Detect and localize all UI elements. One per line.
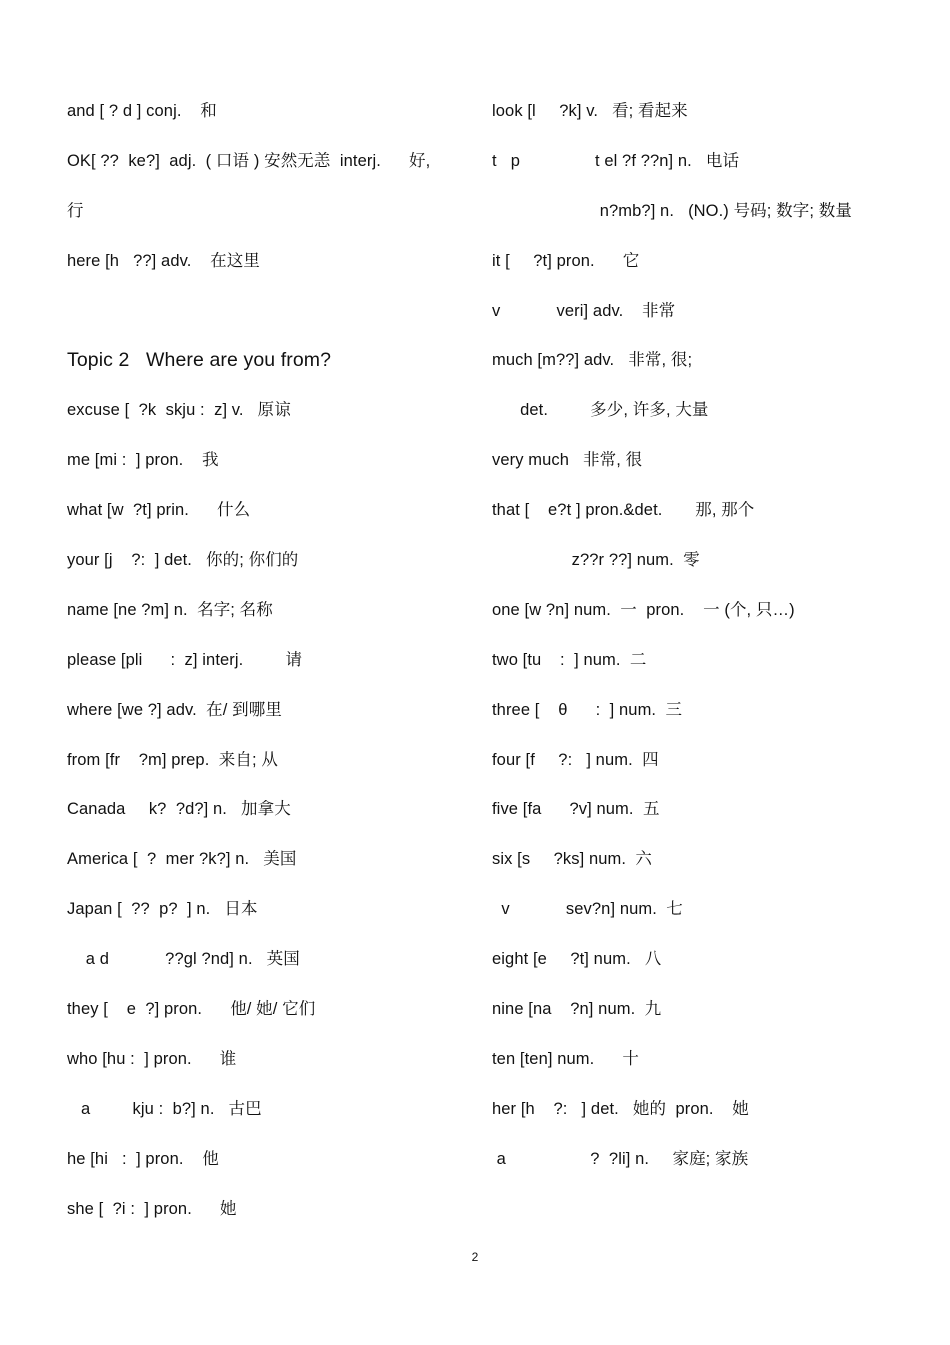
vocab-entry: where [we ?] adv. 在/ 到哪里	[67, 700, 282, 719]
vocab-entry: four [f ?: ] num. 四	[492, 750, 659, 769]
vocab-entry: me [mi : ] pron. 我	[67, 451, 219, 470]
vocab-entry: what [w ?t] prin. 什么	[67, 501, 251, 520]
vocab-entry: who [hu : ] pron. 谁	[67, 1049, 237, 1068]
vocab-entry: one [w ?n] num. 一 pron. 一 (个, 只…)	[492, 600, 795, 619]
vocab-entry: Japan [ ?? p? ] n. 日本	[67, 900, 258, 919]
vocab-entry: your [j ?: ] det. 你的; 你们的	[67, 551, 299, 570]
vocab-entry: America [ ? mer ?k?] n. 美国	[67, 850, 297, 869]
vocab-entry: det. 多少, 许多, 大量	[492, 401, 709, 420]
vocab-entry: v sev?n] num. 七	[492, 900, 683, 919]
vocab-entry: she [ ?i : ] pron. 她	[67, 1199, 237, 1218]
vocab-entry: her [h ?: ] det. 她的 pron. 她	[492, 1099, 749, 1118]
vocab-entry: look [l ?k] v. 看; 看起来	[492, 102, 688, 120]
vocab-entry: n?mb?] n. (NO.) 号码; 数字; 数量	[492, 201, 852, 220]
vocab-entry: here [h ??] adv. 在这里	[67, 251, 260, 270]
vocab-entry: six [s ?ks] num. 六	[492, 850, 653, 869]
vocab-entry: five [fa ?v] num. 五	[492, 800, 660, 819]
vocab-entry: v veri] adv. 非常	[492, 301, 676, 320]
vocab-entry: t p t el ?f ??n] n. 电话	[492, 151, 740, 170]
vocab-entry: three [ θ : ] num. 三	[492, 700, 683, 719]
left-column	[67, 99, 462, 1246]
vocab-entry: much [m??] adv. 非常, 很;	[492, 351, 693, 370]
vocab-entry: Canada k? ?d?] n. 加拿大	[67, 800, 291, 819]
vocab-entry: a kju : b?] n. 古巴	[67, 1099, 262, 1118]
vocab-entry: 行	[67, 201, 84, 220]
vocab-entry: ten [ten] num. 十	[492, 1049, 639, 1068]
right-column	[492, 99, 912, 1197]
page-number: 2	[471, 1250, 479, 1264]
vocab-entry: he [hi : ] pron. 他	[67, 1149, 219, 1168]
vocab-entry: please [pli : z] interj. 请	[67, 650, 303, 669]
vocab-entry: z??r ??] num. 零	[492, 551, 700, 570]
vocab-entry: excuse [ ?k skju : z] v. 原谅	[67, 401, 291, 420]
vocab-entry: from [fr ?m] prep. 来自; 从	[67, 750, 278, 769]
vocab-entry: a ? ?li] n. 家庭; 家族	[492, 1149, 749, 1168]
vocab-entry: that [ e?t ] pron.&det. 那, 那个	[492, 501, 755, 520]
vocab-entry: a d ??gl ?nd] n. 英国	[67, 950, 300, 969]
vocab-entry: it [ ?t] pron. 它	[492, 251, 640, 270]
vocab-entry: eight [e ?t] num. 八	[492, 950, 662, 969]
blank-line	[67, 299, 462, 349]
vocab-entry: OK[ ?? ke?] adj. ( 口语 ) 安然无恙 interj. 好,	[67, 151, 431, 170]
vocab-entry: very much 非常, 很	[492, 451, 643, 470]
vocab-entry: and [ ? d ] conj. 和	[67, 102, 217, 120]
vocab-entry: two [tu : ] num. 二	[492, 650, 647, 669]
vocab-entry: they [ e ?] pron. 他/ 她/ 它们	[67, 1000, 316, 1019]
vocab-entry: name [ne ?m] n. 名字; 名称	[67, 600, 273, 619]
section-heading: Topic 2 Where are you from?	[67, 349, 332, 372]
vocab-entry: nine [na ?n] num. 九	[492, 1000, 662, 1019]
